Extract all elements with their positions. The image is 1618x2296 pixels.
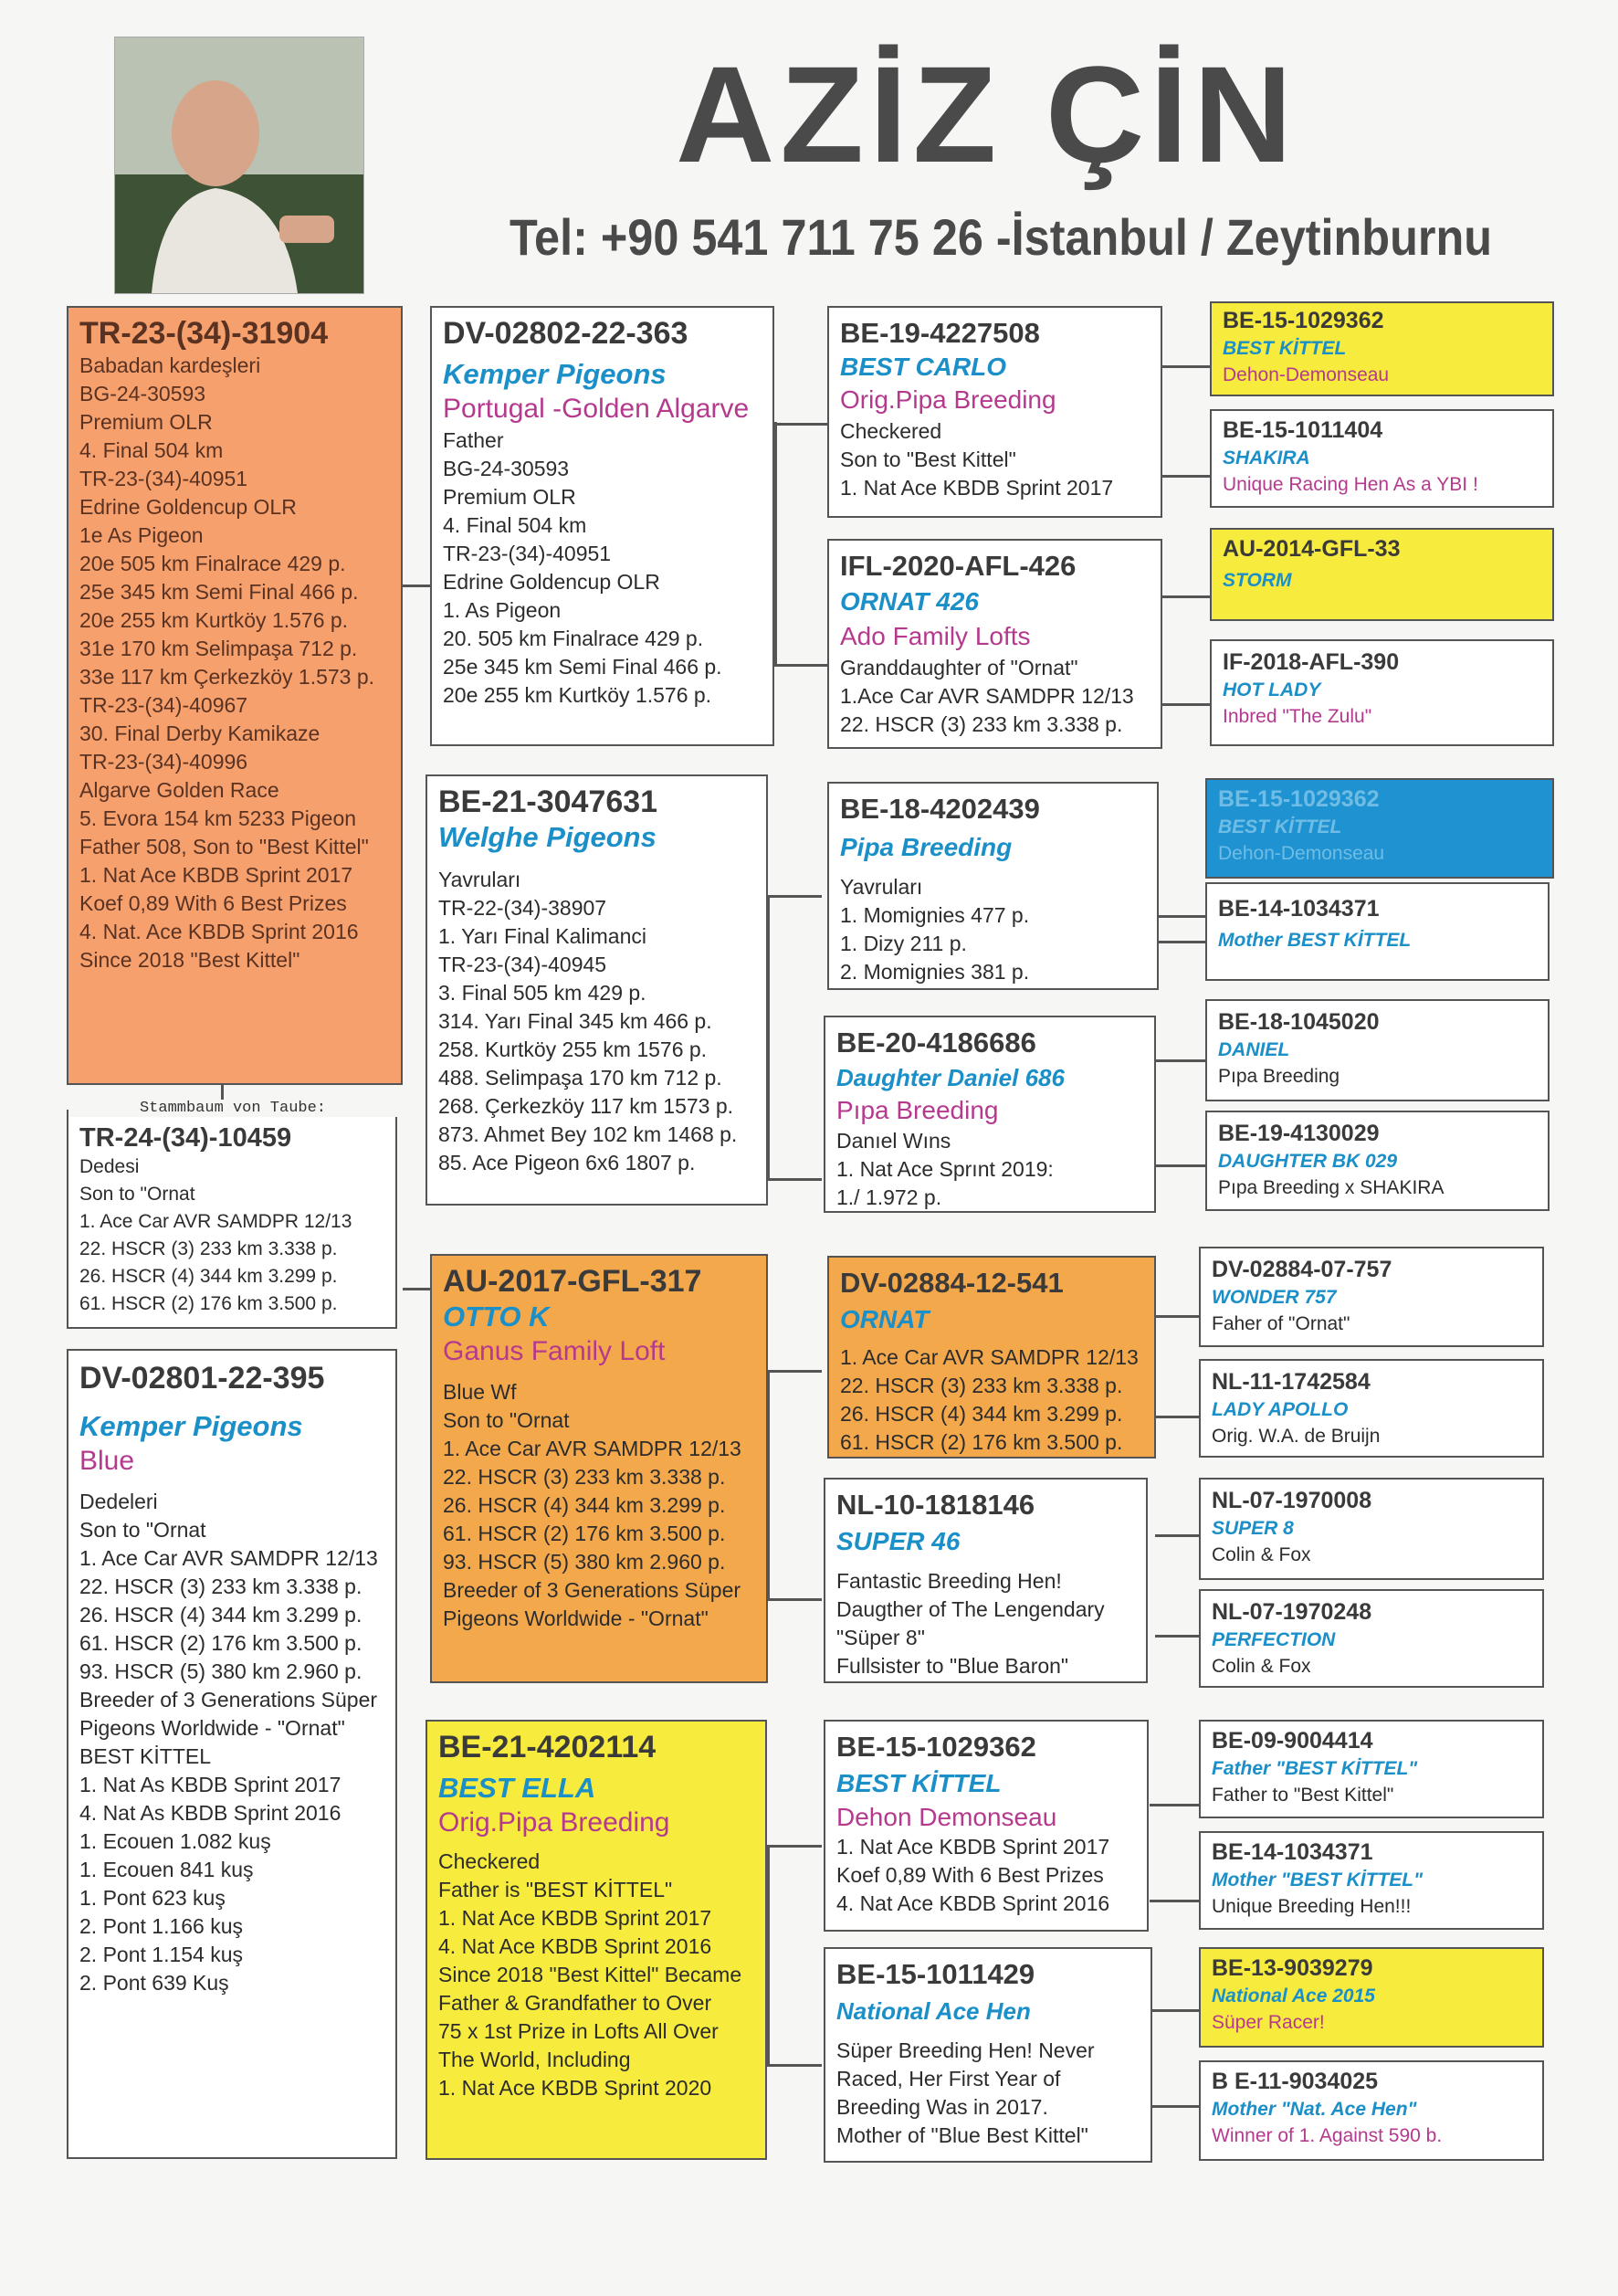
main-line: Father 508, Son to "Best Kittel" xyxy=(79,835,369,858)
grandparent-line: 1. Nat Ace KBDB Sprint 2017 xyxy=(840,476,1114,500)
grandparent-line: Danıel Wıns xyxy=(836,1129,951,1153)
ggp-name: Mother "BEST KİTTEL" xyxy=(1212,1869,1424,1891)
grandparent-line: Yavruları xyxy=(840,875,923,899)
grandparent-name: Pipa Breeding xyxy=(840,833,1013,861)
owner-name: AZİZ ÇİN xyxy=(676,37,1298,191)
parent-line: 25e 345 km Semi Final 466 p. xyxy=(443,655,722,679)
dam-info-line: 1. Nat As KBDB Sprint 2017 xyxy=(79,1773,341,1796)
main-line: 31e 170 km Selimpaşa 712 p. xyxy=(79,637,358,660)
parent-line: Since 2018 "Best Kittel" Became xyxy=(438,1963,742,1986)
parent-card xyxy=(430,1254,768,1683)
grandparent-name: BEST KİTTEL xyxy=(836,1769,1002,1797)
parent-loft: Orig.Pipa Breeding xyxy=(438,1807,670,1838)
main-line: 25e 345 km Semi Final 466 p. xyxy=(79,580,359,604)
grandparent-line: 1. Nat Ace KBDB Sprint 2017 xyxy=(836,1835,1110,1859)
grandparent-line: Mother of "Blue Best Kittel" xyxy=(836,2123,1088,2147)
dam-info-line: Breeder of 3 Generations Süper xyxy=(79,1688,378,1711)
stammbaum-label: Stammbaum von Taube: xyxy=(68,1100,397,1117)
main-line: 5. Evora 154 km 5233 Pigeon xyxy=(79,806,357,830)
grandparent-line: Son to "Best Kittel" xyxy=(840,448,1016,471)
ggp-card xyxy=(1199,1947,1544,2048)
dam-info-ring: DV-02801-22-395 xyxy=(79,1361,325,1396)
grandparent-line: 2. Momignies 381 p. xyxy=(840,960,1030,984)
ggp-ring: BE-14-1034371 xyxy=(1212,1839,1373,1865)
parent-loft: Portugal -Golden Algarve xyxy=(443,394,750,424)
grandparent-ring: DV-02884-12-541 xyxy=(840,1267,1064,1299)
grandparent-ring: BE-15-1011429 xyxy=(836,1958,1035,1990)
parent-line: 85. Ace Pigeon 6x6 1807 p. xyxy=(438,1151,696,1174)
ggp-line: Colin & Fox xyxy=(1212,1656,1311,1677)
ggp-ring: BE-15-1029362 xyxy=(1223,308,1384,333)
parent-line: The World, Including xyxy=(438,2048,631,2071)
grandparent-line: 1. Momignies 477 p. xyxy=(840,903,1030,927)
ggp-name: HOT LADY xyxy=(1223,679,1321,700)
parent-line: 3. Final 505 km 429 p. xyxy=(438,981,646,1005)
ggp-line: Pıpa Breeding x SHAKIRA xyxy=(1218,1177,1445,1198)
parent-line: Pigeons Worldwide - "Ornat" xyxy=(443,1606,709,1630)
grandparent-line: Süper Breeding Hen! Never xyxy=(836,2038,1095,2062)
parent-line: Breeder of 3 Generations Süper xyxy=(443,1578,741,1602)
grandparent-card xyxy=(827,782,1159,990)
main-line: 4. Final 504 km xyxy=(79,438,224,462)
parent-line: 93. HSCR (5) 380 km 2.960 p. xyxy=(443,1550,726,1574)
dam-info-line: 2. Pont 639 Kuş xyxy=(79,1971,229,1995)
grandparent-ring: BE-15-1029362 xyxy=(836,1731,1036,1763)
ggp-card xyxy=(1205,999,1550,1101)
parent-line: 1. As Pigeon xyxy=(443,598,562,622)
ggp-name: PERFECTION xyxy=(1212,1629,1336,1650)
grandparent-loft: Pıpa Breeding xyxy=(836,1096,999,1124)
main-line: 1e As Pigeon xyxy=(79,523,204,547)
grandparent-card xyxy=(827,539,1162,749)
dam-info-line: 61. HSCR (2) 176 km 3.500 p. xyxy=(79,1631,362,1655)
ggp-card xyxy=(1210,409,1554,508)
main-line: 33e 117 km Çerkezköy 1.573 p. xyxy=(79,665,375,689)
ggp-card xyxy=(1210,528,1554,621)
parent-line: 1. Yarı Final Kalimanci xyxy=(438,924,646,948)
parent-line: 75 x 1st Prize in Lofts All Over xyxy=(438,2019,719,2043)
ggp-name: National Ace 2015 xyxy=(1212,1985,1375,2006)
ggp-line: Inbred "The Zulu" xyxy=(1223,706,1372,727)
ggp-name: STORM xyxy=(1223,570,1292,591)
grandparent-line: 1. Ace Car AVR SAMDPR 12/13 xyxy=(840,1345,1139,1369)
ggp-line: Winner of 1. Against 590 b. xyxy=(1212,2125,1443,2146)
main-line: BG-24-30593 xyxy=(79,382,206,405)
parent-line: Yavruları xyxy=(438,868,521,891)
grandparent-line: Fullsister to "Blue Baron" xyxy=(836,1654,1069,1678)
dam-info-line: Son to "Ornat xyxy=(79,1518,206,1542)
dam-info-line: 1. Ecouen 841 kuş xyxy=(79,1858,254,1881)
parent-line: Father xyxy=(443,428,504,452)
grandparent-line: 1. Nat Ace Sprınt 2019: xyxy=(836,1157,1054,1181)
dam-info-line: Pigeons Worldwide - "Ornat" xyxy=(79,1716,345,1740)
ggp-ring: DV-02884-07-757 xyxy=(1212,1257,1392,1282)
grandparent-ring: BE-20-4186686 xyxy=(836,1027,1036,1058)
grandparent-line: 1. Dizy 211 p. xyxy=(840,932,967,955)
ggp-name: BEST KİTTEL xyxy=(1223,338,1347,359)
main-lines xyxy=(79,352,390,974)
parent-line: 22. HSCR (3) 233 km 3.338 p. xyxy=(443,1465,726,1489)
parent-ring: AU-2017-GFL-317 xyxy=(443,1264,702,1299)
dam-info-card xyxy=(67,1349,397,2159)
grandparent-line: Granddaughter of "Ornat" xyxy=(840,656,1078,679)
grandparent-line: 26. HSCR (4) 344 km 3.299 p. xyxy=(840,1402,1123,1426)
parent-line: 4. Nat Ace KBDB Sprint 2016 xyxy=(438,1934,712,1958)
dam-info-line: 4. Nat As KBDB Sprint 2016 xyxy=(79,1801,341,1825)
ggp-line: Süper Racer! xyxy=(1212,2012,1325,2033)
ggp-name: BEST KİTTEL xyxy=(1218,816,1342,837)
parent-line: 26. HSCR (4) 344 km 3.299 p. xyxy=(443,1493,726,1517)
ggp-card xyxy=(1205,1111,1550,1211)
grandparent-line: Fantastic Breeding Hen! xyxy=(836,1569,1062,1593)
ggp-ring: BE-19-4130029 xyxy=(1218,1121,1380,1146)
ggp-ring: BE-18-1045020 xyxy=(1218,1009,1380,1035)
parent-line: TR-22-(34)-38907 xyxy=(438,896,607,920)
parent-line: Father is "BEST KİTTEL" xyxy=(438,1878,673,1901)
dam-info-line: 1. Ace Car AVR SAMDPR 12/13 xyxy=(79,1546,378,1570)
dam-info-line: Dedeleri xyxy=(79,1490,158,1513)
parent-line: TR-23-(34)-40945 xyxy=(438,953,607,976)
ggp-ring: AU-2014-GFL-33 xyxy=(1223,536,1401,562)
ggp-line: Faher of "Ornat" xyxy=(1212,1313,1350,1334)
dam-info-line: 1. Ecouen 1.082 kuş xyxy=(79,1829,271,1853)
ggp-name: LADY APOLLO xyxy=(1212,1399,1349,1420)
main-line: 4. Nat. Ace KBDB Sprint 2016 xyxy=(79,920,359,943)
grandparent-name: BEST CARLO xyxy=(840,353,1006,381)
grandparent-name: Daughter Daniel 686 xyxy=(836,1064,1065,1091)
ggp-name: SHAKIRA xyxy=(1223,448,1310,469)
grandparent-line: 22. HSCR (3) 233 km 3.338 p. xyxy=(840,1374,1123,1397)
ggp-card xyxy=(1199,1720,1544,1818)
grandparent-card xyxy=(827,1256,1156,1459)
main-pigeon-card xyxy=(67,306,403,1085)
grandparent-line: 61. HSCR (2) 176 km 3.500 p. xyxy=(840,1430,1123,1454)
ggp-card xyxy=(1199,1831,1544,1930)
owner-photo xyxy=(114,37,364,294)
parent-line: 873. Ahmet Bey 102 km 1468 p. xyxy=(438,1122,738,1146)
dam-info-loft: Blue xyxy=(79,1446,135,1476)
parent-line: Blue Wf xyxy=(443,1380,517,1404)
grandparent-ring: IFL-2020-AFL-426 xyxy=(840,550,1077,582)
ggp-line: Pıpa Breeding xyxy=(1218,1066,1340,1087)
main-line: Since 2018 "Best Kittel" xyxy=(79,948,300,972)
ggp-name: Mother BEST KİTTEL xyxy=(1218,930,1412,951)
main-line: TR-23-(34)-40951 xyxy=(79,467,248,490)
parent-line: Edrine Goldencup OLR xyxy=(443,570,660,594)
grandparent-name: SUPER 46 xyxy=(836,1527,961,1555)
parent-line: TR-23-(34)-40951 xyxy=(443,542,612,565)
main-line: Algarve Golden Race xyxy=(79,778,279,802)
ggp-card xyxy=(1199,1247,1544,1347)
parent-line: Premium OLR xyxy=(443,485,576,509)
sibling-line: 61. HSCR (2) 176 km 3.500 p. xyxy=(79,1293,338,1314)
ggp-ring: B E-11-9034025 xyxy=(1212,2069,1379,2094)
grandparent-line: "Süper 8" xyxy=(836,1626,925,1649)
ggp-card xyxy=(1210,301,1554,396)
parent-ring: DV-02802-22-363 xyxy=(443,316,688,351)
parent-name: Welghe Pigeons xyxy=(438,821,657,853)
main-line: 20e 255 km Kurtköy 1.576 p. xyxy=(79,608,349,632)
parent-card xyxy=(426,774,768,1206)
parent-loft: Ganus Family Loft xyxy=(443,1336,666,1366)
main-line: 1. Nat Ace KBDB Sprint 2017 xyxy=(79,863,353,887)
ggp-name: WONDER 757 xyxy=(1212,1287,1337,1308)
grandparent-ring: NL-10-1818146 xyxy=(836,1489,1035,1521)
grandparent-ring: BE-19-4227508 xyxy=(840,317,1040,349)
ggp-line: Unique Racing Hen As a YBI ! xyxy=(1223,474,1478,495)
main-line: Babadan kardeşleri xyxy=(79,353,261,377)
parent-line: Checkered xyxy=(438,1849,541,1873)
ggp-name: DANIEL xyxy=(1218,1039,1290,1060)
parent-line: 61. HSCR (2) 176 km 3.500 p. xyxy=(443,1522,726,1545)
ggp-card xyxy=(1199,1589,1544,1688)
ggp-ring: NL-07-1970008 xyxy=(1212,1488,1372,1513)
dam-info-line: 2. Pont 1.154 kuş xyxy=(79,1943,244,1966)
ggp-card xyxy=(1205,882,1550,981)
grandparent-ring: BE-18-4202439 xyxy=(840,793,1040,825)
grandparent-card xyxy=(824,1478,1148,1683)
ggp-card xyxy=(1205,778,1554,879)
parent-ring: BE-21-4202114 xyxy=(438,1730,657,1764)
main-line: TR-23-(34)-40996 xyxy=(79,750,248,774)
sibling-line: Son to "Ornat xyxy=(79,1184,195,1205)
ggp-line: Father to "Best Kittel" xyxy=(1212,1785,1394,1806)
person-silhouette-icon xyxy=(115,37,363,293)
parent-line: 4. Final 504 km xyxy=(443,513,587,537)
grandparent-name: ORNAT 426 xyxy=(840,587,979,616)
dam-info-line: 26. HSCR (4) 344 km 3.299 p. xyxy=(79,1603,362,1627)
main-line: 30. Final Derby Kamikaze xyxy=(79,721,320,745)
sibling-line: Dedesi xyxy=(79,1156,140,1177)
grandparent-card xyxy=(824,1720,1149,1932)
ggp-ring: IF-2018-AFL-390 xyxy=(1223,649,1400,675)
sibling-line: 26. HSCR (4) 344 km 3.299 p. xyxy=(79,1266,338,1287)
grandparent-card xyxy=(824,1947,1152,2163)
grandparent-name: ORNAT xyxy=(840,1305,930,1333)
grandparent-name: National Ace Hen xyxy=(836,1997,1031,2025)
sibling-line: 22. HSCR (3) 233 km 3.338 p. xyxy=(79,1238,338,1259)
ggp-line: Unique Breeding Hen!!! xyxy=(1212,1896,1412,1917)
owner-contact: Tel: +90 541 711 75 26 -İstanbul / Zeytinburnu xyxy=(510,208,1493,266)
parent-line: 1. Nat Ace KBDB Sprint 2020 xyxy=(438,2076,712,2100)
parent-card xyxy=(430,306,774,746)
grandparent-card xyxy=(827,306,1162,518)
grandparent-loft: Ado Family Lofts xyxy=(840,622,1031,650)
parent-card xyxy=(426,1720,767,2160)
ggp-ring: BE-15-1029362 xyxy=(1218,786,1380,812)
dam-info-line: 93. HSCR (5) 380 km 2.960 p. xyxy=(79,1659,362,1683)
dam-info-name: Kemper Pigeons xyxy=(79,1410,303,1442)
ggp-card xyxy=(1199,1478,1544,1580)
grandparent-loft: Orig.Pipa Breeding xyxy=(840,385,1056,414)
grandparent-line: 4. Nat Ace KBDB Sprint 2016 xyxy=(836,1891,1110,1915)
parent-ring: BE-21-3047631 xyxy=(438,785,658,819)
ggp-card xyxy=(1210,639,1554,746)
parent-line: BG-24-30593 xyxy=(443,457,570,480)
ggp-ring: BE-15-1011404 xyxy=(1223,417,1383,443)
dam-info-lines xyxy=(79,1488,384,1997)
parent-name: Kemper Pigeons xyxy=(443,358,667,390)
sibling-line: 1. Ace Car AVR SAMDPR 12/13 xyxy=(79,1211,352,1232)
grandparent-card xyxy=(824,1016,1156,1213)
main-line: Edrine Goldencup OLR xyxy=(79,495,297,519)
ggp-ring: BE-14-1034371 xyxy=(1218,896,1380,922)
parent-line: Son to "Ornat xyxy=(443,1408,570,1432)
main-ring: TR-23-(34)-31904 xyxy=(79,316,329,351)
dam-info-line: BEST KİTTEL xyxy=(79,1744,212,1768)
ggp-ring: BE-09-9004414 xyxy=(1212,1728,1373,1754)
ggp-line: Dehon-Demonseau xyxy=(1223,364,1390,385)
parent-name: OTTO K xyxy=(443,1301,550,1332)
parent-line: Father & Grandfather to Over xyxy=(438,1991,712,2015)
ggp-card xyxy=(1199,1359,1544,1458)
ggp-name: Mother "Nat. Ace Hen" xyxy=(1212,2099,1417,2120)
main-line: 20e 505 km Finalrace 429 p. xyxy=(79,552,346,575)
parent-line: 268. Çerkezköy 117 km 1573 p. xyxy=(438,1094,734,1118)
grandparent-line: Checkered xyxy=(840,419,942,443)
grandparent-loft: Dehon Demonseau xyxy=(836,1803,1057,1831)
parent-line: 1. Ace Car AVR SAMDPR 12/13 xyxy=(443,1437,741,1460)
ggp-ring: NL-11-1742584 xyxy=(1212,1369,1371,1395)
dam-info-line: 1. Pont 623 kuş xyxy=(79,1886,226,1910)
ggp-ring: BE-13-9039279 xyxy=(1212,1955,1373,1981)
ggp-line: Orig. W.A. de Bruijn xyxy=(1212,1426,1381,1447)
parent-line: 488. Selimpaşa 170 km 712 p. xyxy=(438,1066,722,1090)
parent-name: BEST ELLA xyxy=(438,1772,596,1804)
sibling-card xyxy=(67,1110,397,1329)
parent-line: 314. Yarı Final 345 km 466 p. xyxy=(438,1009,712,1033)
grandparent-line: 1.Ace Car AVR SAMDPR 12/13 xyxy=(840,684,1134,708)
parent-line: 258. Kurtköy 255 km 1576 p. xyxy=(438,1037,708,1061)
parent-line: 20e 255 km Kurtköy 1.576 p. xyxy=(443,683,712,707)
grandparent-line: Koef 0,89 With 6 Best Prizes xyxy=(836,1863,1104,1887)
parent-line: 20. 505 km Finalrace 429 p. xyxy=(443,627,704,650)
main-line: Koef 0,89 With 6 Best Prizes xyxy=(79,891,347,915)
ggp-card xyxy=(1199,2060,1544,2161)
ggp-name: Father "BEST KİTTEL" xyxy=(1212,1758,1418,1779)
grandparent-line: 1./ 1.972 p. xyxy=(836,1185,942,1209)
ggp-line: Dehon-Demonseau xyxy=(1218,843,1385,864)
parent-line: 1. Nat Ace KBDB Sprint 2017 xyxy=(438,1906,712,1930)
ggp-name: SUPER 8 xyxy=(1212,1518,1294,1539)
dam-info-line: 22. HSCR (3) 233 km 3.338 p. xyxy=(79,1575,362,1598)
main-line: Premium OLR xyxy=(79,410,213,434)
grandparent-line: 22. HSCR (3) 233 km 3.338 p. xyxy=(840,712,1123,736)
grandparent-line: Raced, Her First Year of xyxy=(836,2067,1061,2091)
ggp-ring: NL-07-1970248 xyxy=(1212,1599,1372,1625)
grandparent-line: Daugther of The Lengendary xyxy=(836,1597,1105,1621)
ggp-name: DAUGHTER BK 029 xyxy=(1218,1151,1398,1172)
main-line: TR-23-(34)-40967 xyxy=(79,693,248,717)
dam-info-line: 2. Pont 1.166 kuş xyxy=(79,1914,244,1938)
ggp-line: Colin & Fox xyxy=(1212,1544,1311,1565)
sibling-ring: TR-24-(34)-10459 xyxy=(79,1123,292,1153)
grandparent-line: Breeding Was in 2017. xyxy=(836,2095,1048,2119)
